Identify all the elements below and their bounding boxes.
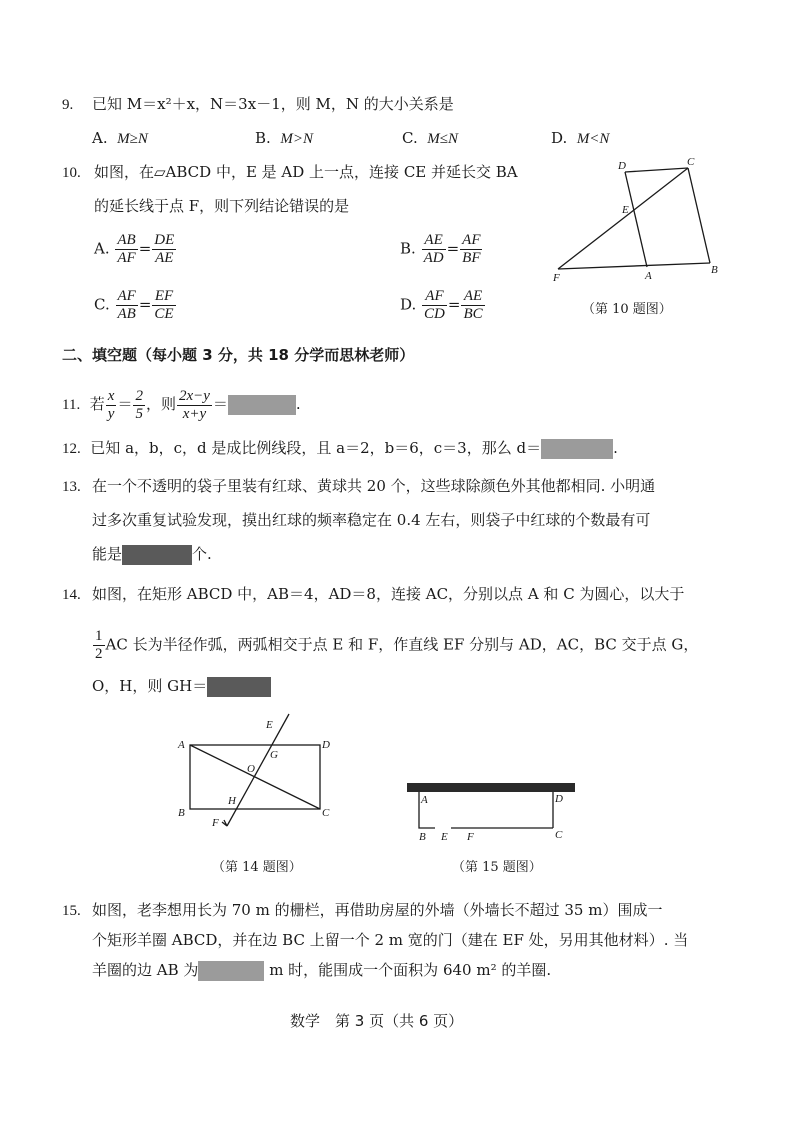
q14-label-g: G xyxy=(270,749,278,761)
q9-number: 9. xyxy=(62,97,74,113)
q10-line-dc xyxy=(625,168,688,172)
q10-label-b: B xyxy=(711,264,718,276)
q10-caption: （第 10 题图） xyxy=(582,302,672,317)
q15-label-f: F xyxy=(467,831,474,843)
q13-line2: 过多次重复试验发现，摸出红球的频率稳定在 0.4 左右，则袋子中红球的个数最有可 xyxy=(92,511,651,529)
q15-label-a: A xyxy=(421,794,428,806)
q10-option-d: D. $\frac{AF}{CD}$ = $\frac{AE}{BC}$ xyxy=(400,288,483,322)
q10-label-d: D xyxy=(618,160,626,172)
q13-line3: 能是 个. xyxy=(92,545,212,563)
q15-label-c: C xyxy=(555,829,563,841)
q10-label-a: A xyxy=(645,270,652,282)
q11-answer-blank xyxy=(228,395,296,415)
q10-label-e: E xyxy=(622,204,629,216)
q15-number: 15. xyxy=(62,903,81,919)
q15-label-b: B xyxy=(419,831,426,843)
q15-figure xyxy=(405,778,580,844)
q9-stem: 已知 M＝x²＋x，N＝3x－1，则 M，N 的大小关系是 xyxy=(92,95,454,113)
q14-label-a: A xyxy=(178,739,185,751)
q14-label-h: H xyxy=(228,795,236,807)
q13-number: 13. xyxy=(62,479,81,495)
q14-arc-f xyxy=(222,820,227,826)
page-footer: 数学 第 3 页（共 6 页） xyxy=(290,1012,464,1030)
q10-option-c: C. $\frac{AF}{AB}$ = $\frac{EF}{CE}$ xyxy=(94,288,174,322)
q14-caption: （第 14 题图） xyxy=(212,860,302,875)
q15-answer-blank xyxy=(198,961,264,981)
q15-line3: 羊圈的边 AB 为 m 时，能围成一个面积为 640 m² 的羊圈. xyxy=(92,961,552,979)
q15-house-wall xyxy=(407,783,575,792)
q14-label-f: F xyxy=(212,817,219,829)
q14-label-d: D xyxy=(322,739,330,751)
q14-label-b: B xyxy=(178,807,185,819)
q10-stem-line1: 如图，在▱ABCD 中，E 是 AD 上一点，连接 CE 并延长交 BA xyxy=(94,163,518,181)
q10-line-fb xyxy=(558,263,710,269)
q14-answer-blank xyxy=(207,677,271,697)
q10-label-c: C xyxy=(687,156,695,168)
q10-option-b: B. $\frac{AE}{AD}$ = $\frac{AF}{BF}$ xyxy=(400,232,481,266)
q10-option-a: A. $\frac{AB}{AF}$ = $\frac{DE}{AE}$ xyxy=(94,232,175,266)
q14-line2: $\frac{1}{2}$ AC 长为半径作弧，两弧相交于点 E 和 F，作直线 EF 分别与 AD，AC，BC 交于点 G， xyxy=(95,628,699,662)
q10-number: 10. xyxy=(62,165,81,181)
q10-figure xyxy=(545,155,735,287)
q15-label-d: D xyxy=(555,793,563,805)
q13-answer-blank xyxy=(122,545,192,565)
q10-line-fc xyxy=(558,168,688,269)
q10-line-cb xyxy=(688,168,710,263)
q9-option-a: A. M≥N xyxy=(92,129,148,147)
q15-line2: 个矩形羊圈 ABCD，并在边 BC 上留一个 2 m 宽的门（建在 EF 处，另用其他材料）. 当 xyxy=(92,931,689,949)
q10-line-da xyxy=(625,172,647,267)
q10-stem-line2: 的延长线于点 F，则下列结论错误的是 xyxy=(94,197,350,215)
q9-option-b: B. M>N xyxy=(255,129,313,147)
q14-diagonal-ac xyxy=(190,745,320,809)
q14-label-c: C xyxy=(322,807,330,819)
q15-caption: （第 15 题图） xyxy=(452,860,542,875)
q14-line3: O，H，则 GH＝ xyxy=(92,676,271,697)
q14-label-o: O xyxy=(247,763,255,775)
q12-answer-blank xyxy=(541,439,613,459)
section-2-title: 二、填空题（每小题 3 分，共 18 分学而思林老师） xyxy=(62,346,415,364)
q14-figure xyxy=(172,712,340,832)
q14-number: 14. xyxy=(62,587,81,603)
q14-label-e: E xyxy=(266,719,273,731)
q9-option-c: C. M≤N xyxy=(402,129,458,147)
q10-label-f: F xyxy=(553,272,560,284)
q15-line1: 如图，老李想用长为 70 m 的栅栏，再借助房屋的外墙（外墙长不超过 35 m）围成一 xyxy=(92,901,663,919)
q12: 12. 已知 a，b，c，d 是成比例线段，且 a＝2，b＝6，c＝3，那么 d＝ . xyxy=(62,439,618,457)
q14-line1: 如图，在矩形 ABCD 中，AB＝4，AD＝8，连接 AC，分别以点 A 和 C 为圆心，以大于 xyxy=(92,585,685,603)
q15-label-e: E xyxy=(441,831,448,843)
q13-line1: 在一个不透明的袋子里装有红球、黄球共 20 个，这些球除颜色外其他都相同. 小明通 xyxy=(92,477,656,495)
q11: 11. 若 $\frac{x}{y}$ ＝ $\frac{2}{5}$ ，则 $\frac{2x-y}{x+y}$ ＝ . xyxy=(62,387,301,422)
q9-option-d: D. M<N xyxy=(551,129,610,147)
